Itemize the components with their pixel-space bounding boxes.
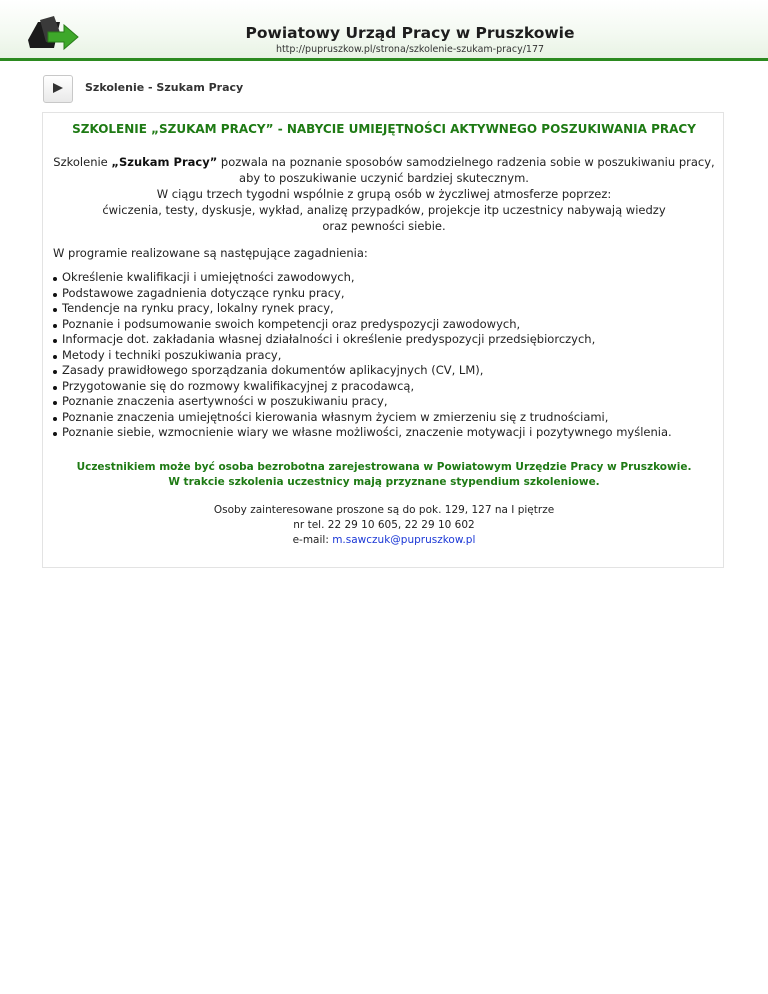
breadcrumb-button[interactable] — [43, 75, 73, 103]
list-item: Określenie kwalifikacji i umiejętności zawodowych, — [53, 270, 672, 286]
play-arrow-icon — [52, 82, 64, 94]
list-item: Przygotowanie się do rozmowy kwalifikacyjnej z pracodawcą, — [53, 379, 672, 395]
intro-course-name: „Szukam Pracy” — [111, 155, 218, 169]
topics-intro: W programie realizowane są następujące zagadnienia: — [53, 246, 368, 260]
intro-line-5: oraz pewności siebie. — [322, 219, 446, 233]
list-item: Poznanie i podsumowanie swoich kompetencji oraz predyspozycji zawodowych, — [53, 317, 672, 333]
article-heading: SZKOLENIE „SZUKAM PRACY” - NABYCIE UMIEJĘTNOŚCI AKTYWNEGO POSZUKIWANIA PRACY — [72, 122, 696, 136]
breadcrumb-title: Szkolenie - Szukam Pracy — [85, 81, 244, 94]
list-item: Podstawowe zagadnienia dotyczące rynku pracy, — [53, 286, 672, 302]
intro-line-1 — [0, 154, 768, 170]
eligibility-notice — [0, 460, 768, 490]
site-header — [0, 0, 768, 61]
topic-list — [53, 270, 672, 441]
notice-line-1: Uczestnikiem może być osoba bezrobotna zarejestrowana w Powiatowym Urzędzie Pracy w Pruszkowie. — [76, 461, 692, 473]
list-item: Poznanie znaczenia umiejętności kierowania własnym życiem w zmierzeniu się z trudnościami, — [53, 410, 672, 426]
intro-prefix: Szkolenie — [53, 155, 112, 169]
page-url: http://pupruszkow.pl/strona/szkolenie-szukam-pracy/177 — [275, 44, 545, 55]
intro-line-1-rest: pozwala na poznanie sposobów samodzielnego radzenia sobie w poszukiwaniu pracy, — [217, 155, 715, 169]
contact-phone: nr tel. 22 29 10 605, 22 29 10 602 — [293, 519, 475, 531]
intro-paragraph — [0, 154, 768, 234]
intro-line-3: W ciągu trzech tygodni wspólnie z grupą osób w życzliwej atmosferze poprzez: — [156, 187, 612, 201]
list-item: Informacje dot. zakładania własnej działalności i określenie predyspozycji przedsiębiorczych, — [53, 332, 672, 348]
notice-line-2: W trakcie szkolenia uczestnicy mają przyznane stypendium szkoleniowe. — [168, 476, 600, 488]
intro-line-2: aby to poszukiwanie uczynić bardziej skutecznym. — [239, 171, 529, 185]
list-item: Metody i techniki poszukiwania pracy, — [53, 348, 672, 364]
contact-info — [0, 503, 768, 548]
contact-email-row — [0, 533, 768, 548]
list-item: Poznanie znaczenia asertywności w poszukiwaniu pracy, — [53, 394, 672, 410]
intro-line-4: ćwiczenia, testy, dyskusje, wykład, analizę przypadków, projekcje itp uczestnicy nabywają wiedzy — [102, 203, 666, 217]
list-item: Poznanie siebie, wzmocnienie wiary we własne możliwości, znaczenie motywacji i pozytywnego myślenia. — [53, 425, 672, 441]
list-item: Zasady prawidłowego sporządzania dokumentów aplikacyjnych (CV, LM), — [53, 363, 672, 379]
contact-room: Osoby zainteresowane proszone są do pok. 129, 127 na I piętrze — [213, 504, 555, 516]
list-item: Tendencje na rynku pracy, lokalny rynek pracy, — [53, 301, 672, 317]
site-title: Powiatowy Urząd Pracy w Pruszkowie — [245, 24, 575, 42]
contact-email-label: e-mail: — [292, 534, 333, 546]
contact-email-link[interactable]: m.sawczuk@pupruszkow.pl — [332, 534, 476, 546]
